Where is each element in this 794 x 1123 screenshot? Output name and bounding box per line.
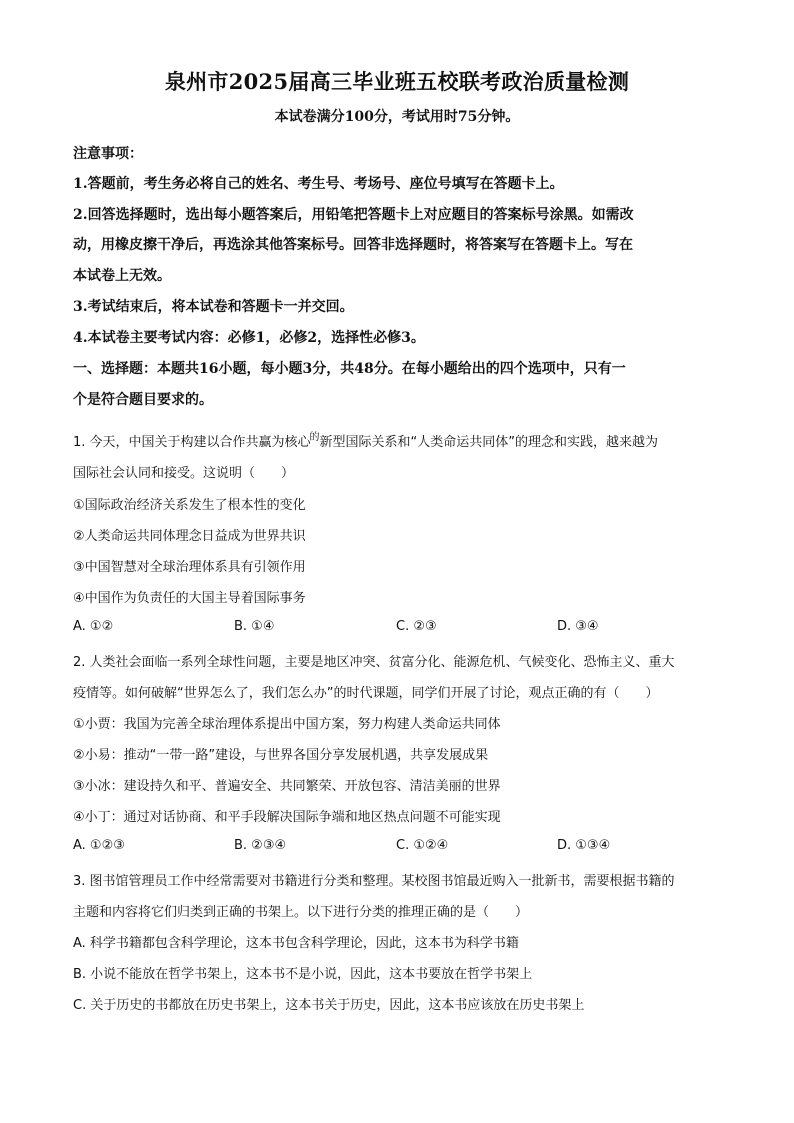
option-d[interactable]: D. ①③④ [557, 838, 611, 853]
question-2-stem: 2. 人类社会面临一系列全球性问题，主要是地区冲突、贫富分化、能源危机、气候变化、恐怖主义、重大 [73, 655, 675, 670]
page-subtitle: 本试卷满分100分，考试用时75分钟。 [274, 109, 520, 125]
question-1-stem-line-2: 国际社会认同和接受。这说明（ ） [73, 466, 295, 481]
option-b[interactable]: B. 小说不能放在哲学书架上，这本书不是小说，因此，这本书要放在哲学书架上 [73, 967, 533, 982]
question-2-stem-line-2: 疫情等。如何破解“世界怎么了，我们怎么办”的时代课题，同学们开展了讨论，观点正确的有（ ） [73, 686, 659, 701]
note-line: 动，用橡皮擦干净后，再选涂其他答案标号。回答非选择题时，将答案写在答题卡上。写在 [73, 237, 633, 253]
option-a[interactable]: A. 科学书籍都包含科学理论，这本书包含科学理论，因此，这本书为科学书籍 [73, 936, 519, 951]
stem-text: 1. 今天，中国关于构建以合作共赢为核心 [73, 435, 311, 450]
page-title: 泉州市2025届高三毕业班五校联考政治质量检测 [164, 69, 630, 94]
statement: ④小丁：通过对话协商、和平手段解决国际争端和地区热点问题不可能实现 [73, 810, 501, 825]
statement: ②小易：推动“一带一路”建设，与世界各国分享发展机遇，共享发展成果 [73, 748, 489, 763]
question-3-stem-line-2: 主题和内容将它们归类到正确的书架上。以下进行分类的推理正确的是（ ） [73, 905, 529, 920]
statement: ③中国智慧对全球治理体系具有引领作用 [73, 560, 306, 575]
section-heading-line: 一、选择题：本题共16小题，每小题3分，共48分。在每小题给出的四个选项中，只有一 [73, 361, 626, 377]
stem-superscript: 的 [309, 432, 320, 443]
option-b[interactable]: B. ②③④ [234, 838, 287, 853]
option-a[interactable]: A. ①②③ [73, 838, 125, 853]
option-d[interactable]: D. ③④ [557, 619, 599, 634]
note-line: 2.回答选择题时，选出每小题答案后，用铅笔把答题卡上对应题目的答案标号涂黑。如需改 [73, 207, 634, 223]
option-a[interactable]: A. ①② [73, 619, 114, 634]
statement: ③小冰：建设持久和平、普遍安全、共同繁荣、开放包容、清洁美丽的世界 [73, 779, 501, 794]
question-1-stem [73, 428, 658, 450]
statement: ②人类命运共同体理念日益成为世界共识 [73, 529, 306, 544]
notes-heading: 注意事项： [73, 146, 143, 162]
note-line: 1.答题前，考生务必将自己的姓名、考生号、考场号、座位号填写在答题卡上。 [73, 176, 564, 192]
section-heading-line: 个是符合题目要求的。 [73, 392, 213, 408]
note-line: 4.本试卷主要考试内容：必修1，必修2，选择性必修3。 [73, 330, 425, 346]
statement: ①小贾：我国为完善全球治理体系提出中国方案，努力构建人类命运共同体 [73, 717, 501, 732]
option-c[interactable]: C. ①②④ [396, 838, 449, 853]
note-line: 3.考试结束后，将本试卷和答题卡一并交回。 [73, 299, 354, 315]
statement: ①国际政治经济关系发生了根本性的变化 [73, 498, 306, 513]
stem-text: 新型国际关系和“人类命运共同体”的理念和实践，越来越为 [319, 435, 659, 450]
question-3-stem: 3. 图书馆管理员工作中经常需要对书籍进行分类和整理。某校图书馆最近购入一批新书，需要根据书籍的 [73, 874, 675, 889]
statement: ④中国作为负责任的大国主导着国际事务 [73, 591, 306, 606]
note-line: 本试卷上无效。 [73, 268, 171, 284]
option-c[interactable]: C. ②③ [396, 619, 437, 634]
option-c[interactable]: C. 关于历史的书都放在历史书架上，这本书关于历史，因此，这本书应该放在历史书架上 [73, 998, 585, 1013]
option-b[interactable]: B. ①④ [234, 619, 275, 634]
